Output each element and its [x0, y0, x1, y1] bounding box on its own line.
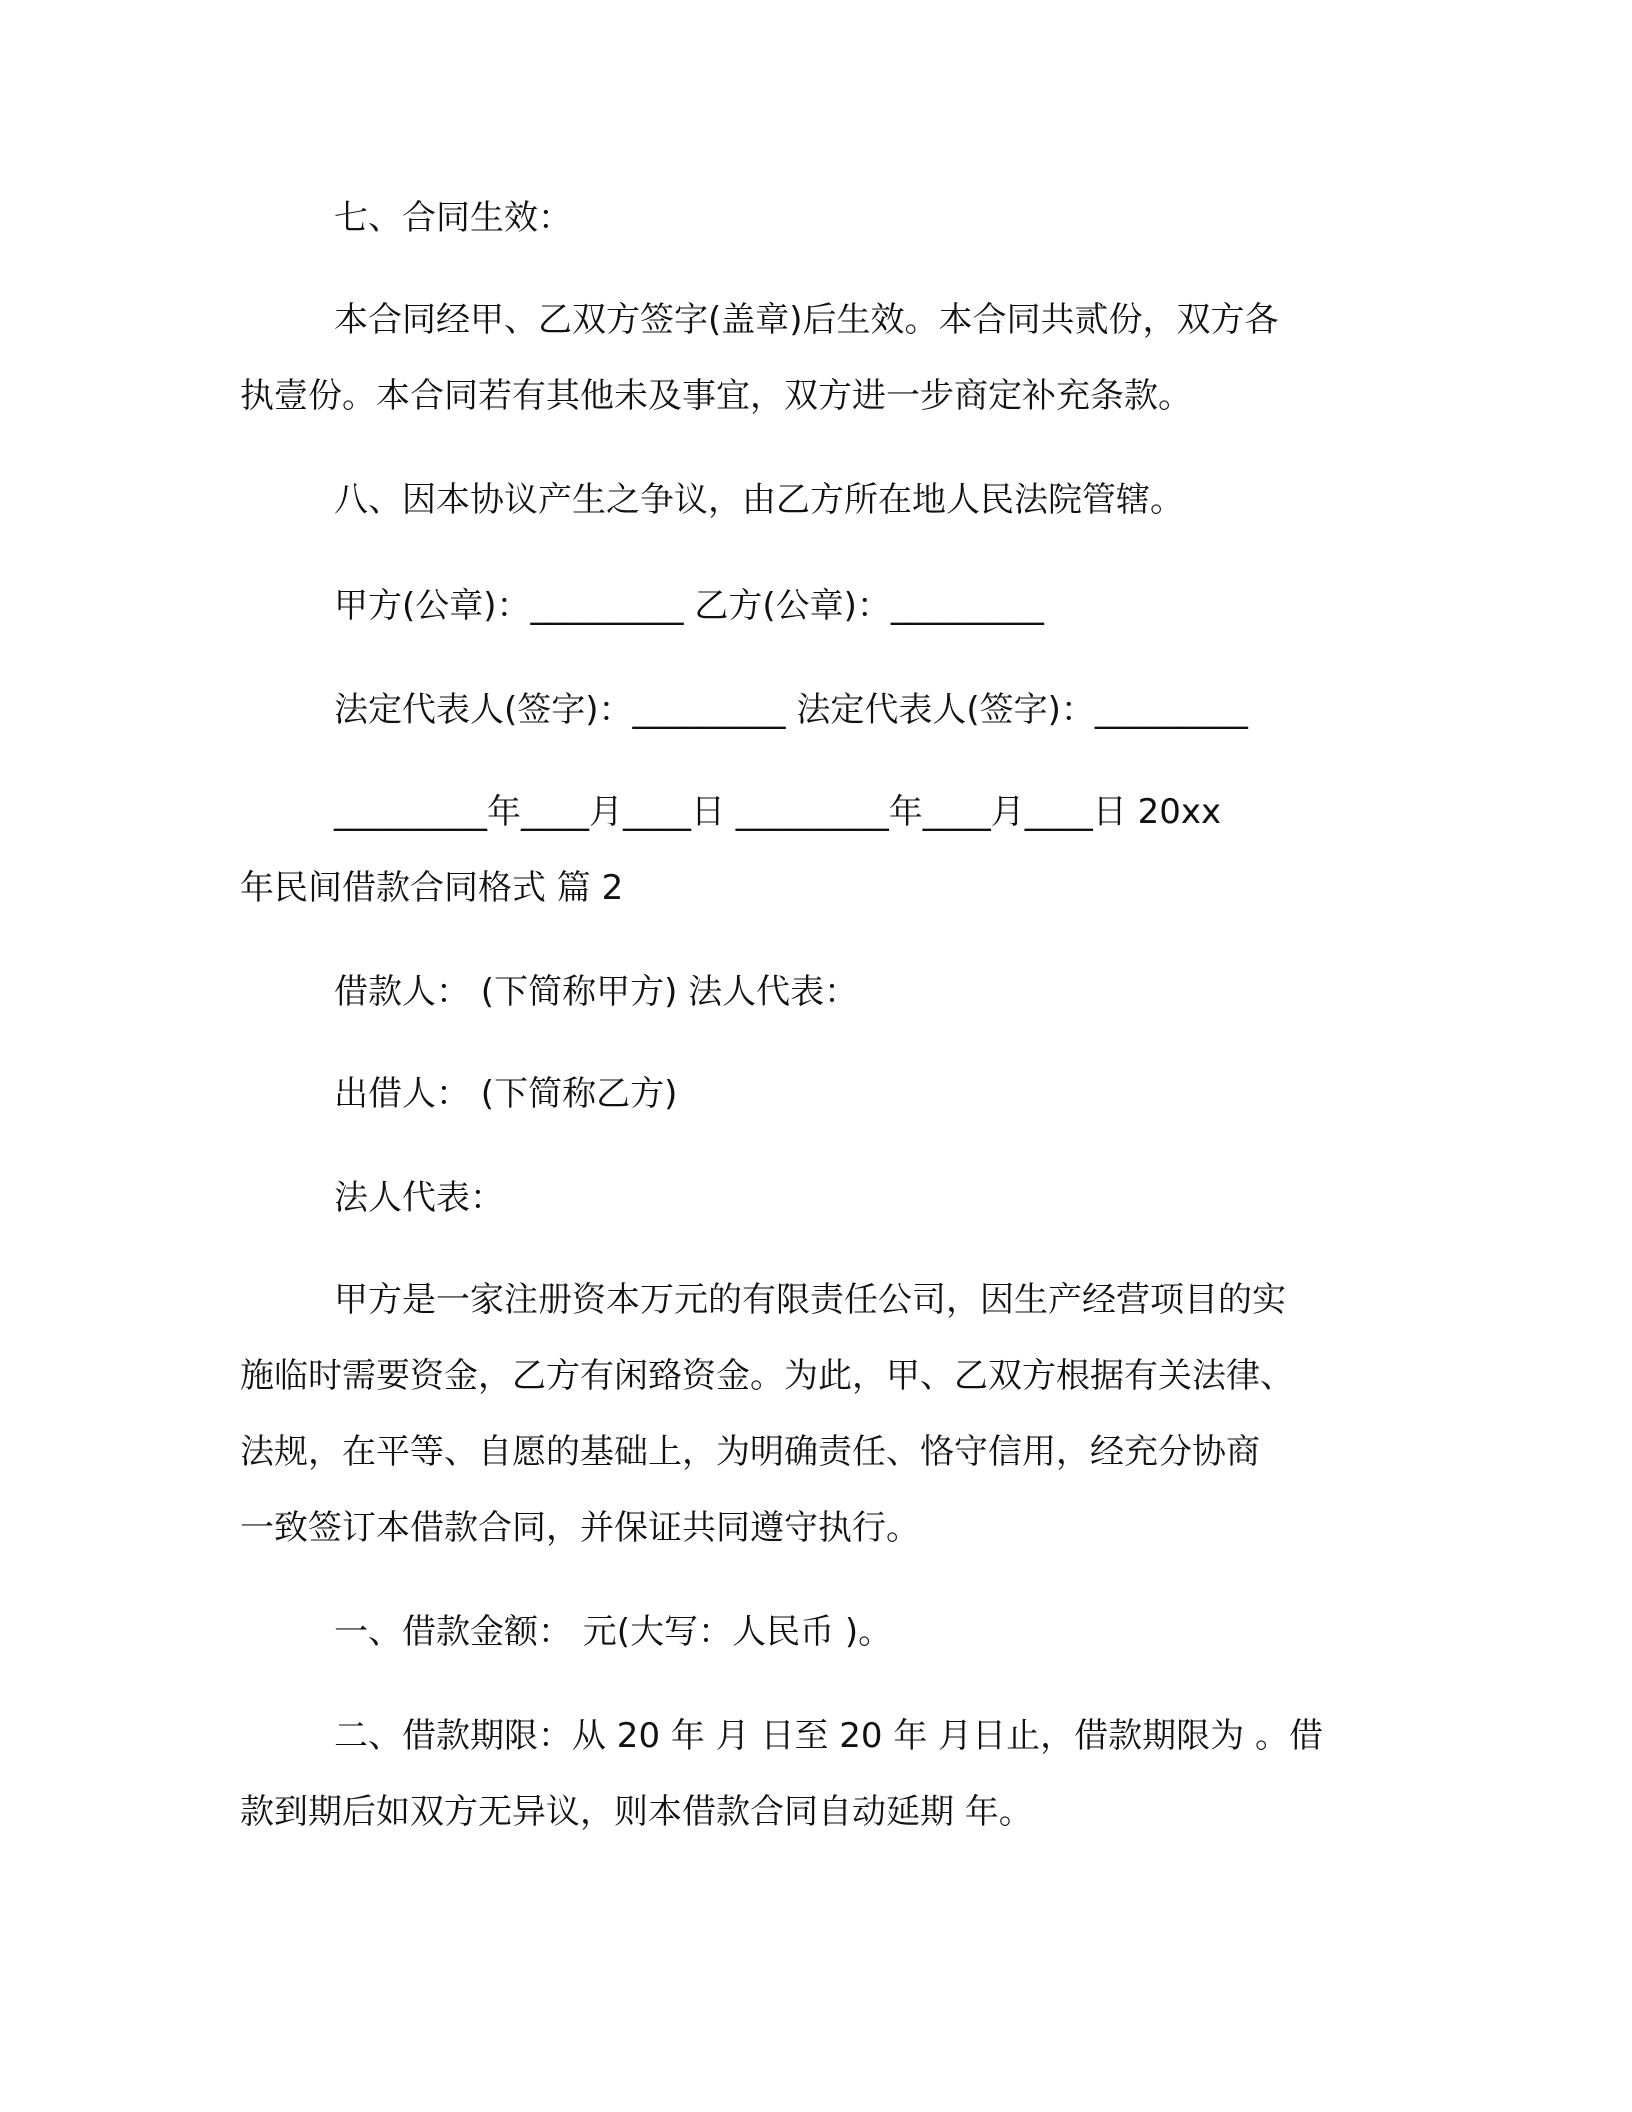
- paragraph-line: 施临时需要资金，乙方有闲臵资金。为此，甲、乙双方根据有关法律、: [240, 1356, 1294, 1396]
- clause-loan-term: 二、借款期限：从 20 年 月 日至 20 年 月日止，借款期限为 。借: [334, 1716, 1323, 1756]
- paragraph-line: 本合同经甲、乙双方签字(盖章)后生效。本合同共贰份，双方各: [334, 300, 1279, 340]
- legal-representative-line: 法人代表：: [334, 1178, 504, 1218]
- section-8-heading: 八、因本协议产生之争议，由乙方所在地人民法院管辖。: [334, 480, 1184, 520]
- section-7-heading: 七、合同生效：: [334, 198, 572, 238]
- clause-loan-amount: 一、借款金额： 元(大写：人民币 )。: [334, 1612, 893, 1652]
- paragraph-line: 款到期后如双方无异议，则本借款合同自动延期 年。: [240, 1792, 1033, 1832]
- paragraph-line: 法规，在平等、自愿的基础上，为明确责任、恪守信用，经充分协商: [240, 1432, 1260, 1472]
- signature-line-seal: 甲方(公章)：_________ 乙方(公章)：_________: [334, 586, 1044, 626]
- lender-line: 出借人： (下简称乙方): [334, 1074, 678, 1114]
- borrower-line: 借款人： (下简称甲方) 法人代表：: [334, 972, 859, 1012]
- paragraph-line: 一致签订本借款合同，并保证共同遵守执行。: [240, 1508, 920, 1548]
- paragraph-line: 执壹份。本合同若有其他未及事宜，双方进一步商定补充条款。: [240, 376, 1192, 416]
- signature-line-representative: 法定代表人(签字)：_________ 法定代表人(签字)：_________: [334, 690, 1248, 730]
- date-line: _________年____月____日 _________年____月____日 20xx: [334, 792, 1222, 832]
- paragraph-line: 甲方是一家注册资本万元的有限责任公司，因生产经营项目的实: [334, 1280, 1286, 1320]
- document-title: 年民间借款合同格式 篇 2: [240, 868, 624, 908]
